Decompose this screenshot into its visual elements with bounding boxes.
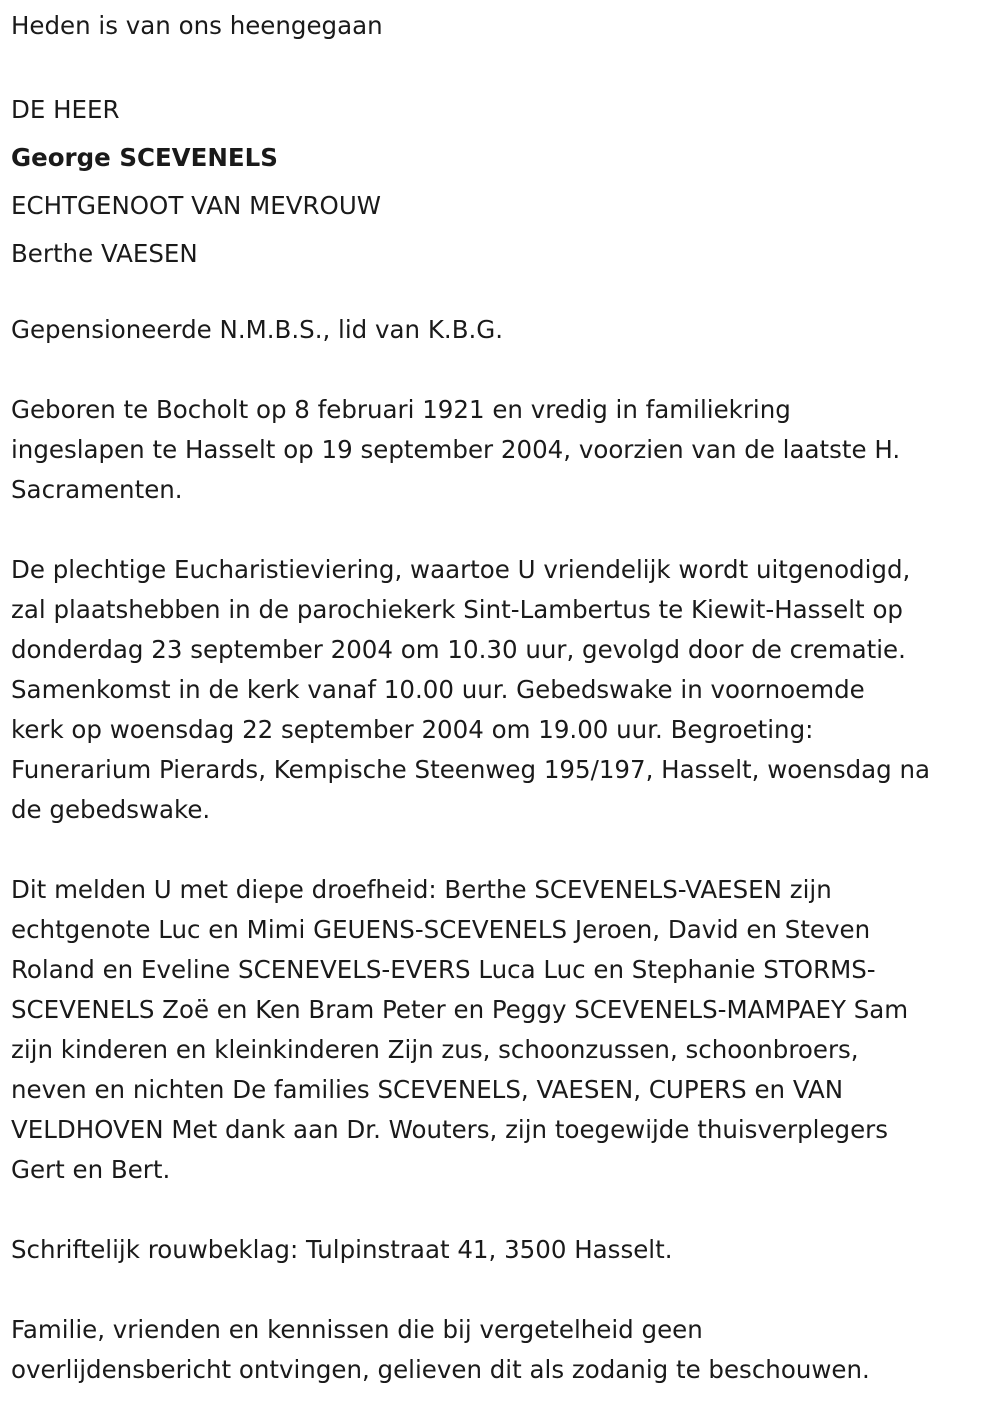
title-prefix: DE HEER (11, 95, 120, 124)
paragraph-line: Funerarium Pierards, Kempische Steenweg 195/197, Hasselt, woensdag na (11, 755, 931, 784)
paragraph-line: Sacramenten. (11, 475, 183, 504)
paragraph-line: SCEVENELS Zoë en Ken Bram Peter en Peggy SCEVENELS-MAMPAEY Sam (11, 995, 909, 1024)
paragraph-line: Geboren te Bocholt op 8 februari 1921 en vredig in familiekring (11, 395, 791, 424)
paragraph-line: overlijdensbericht ontvingen, gelieven dit als zodanig te beschouwen. (11, 1355, 870, 1384)
spouse-name: Berthe VAESEN (11, 239, 198, 268)
paragraph-line: Dit melden U met diepe droefheid: Berthe SCEVENELS-VAESEN zijn (11, 875, 832, 904)
closing-paragraph (11, 1310, 996, 1390)
paragraph-line: Gert en Bert. (11, 1155, 171, 1184)
spacer (11, 830, 996, 870)
paragraph-line: zijn kinderen en kleinkinderen Zijn zus, schoonzussen, schoonbroers, (11, 1035, 859, 1064)
spacer (11, 278, 996, 310)
spacer (11, 510, 996, 550)
paragraph-line: zal plaatshebben in de parochiekerk Sint-Lambertus te Kiewit-Hasselt op (11, 595, 903, 624)
obituary-document (11, 6, 996, 1390)
paragraph-line: ingeslapen te Hasselt op 19 september 2004, voorzien van de laatste H. (11, 435, 901, 464)
paragraph-line: kerk op woensdag 22 september 2004 om 19.00 uur. Begroeting: (11, 715, 814, 744)
paragraph-line: VELDHOVEN Met dank aan Dr. Wouters, zijn toegewijde thuisverplegers (11, 1115, 888, 1144)
paragraph-line: Samenkomst in de kerk vanaf 10.00 uur. Gebedswake in voornoemde (11, 675, 865, 704)
family-paragraph (11, 870, 996, 1190)
spouse-label: ECHTGENOOT VAN MEVROUW (11, 191, 382, 220)
paragraph-line: De plechtige Eucharistieviering, waartoe U vriendelijk wordt uitgenodigd, (11, 555, 911, 584)
paragraph-line: Roland en Eveline SCENEVELS-EVERS Luca Luc en Stephanie STORMS- (11, 955, 876, 984)
spacer (11, 1190, 996, 1230)
paragraph-line: de gebedswake. (11, 795, 211, 824)
spacer (11, 350, 996, 390)
deceased-name: George SCEVENELS (11, 143, 278, 172)
paragraph-line: Familie, vrienden en kennissen die bij vergetelheid geen (11, 1315, 703, 1344)
ceremony-paragraph (11, 550, 996, 830)
paragraph-line: echtgenote Luc en Mimi GEUENS-SCEVENELS Jeroen, David en Steven (11, 915, 871, 944)
condolence-line: Schriftelijk rouwbeklag: Tulpinstraat 41, 3500 Hasselt. (11, 1235, 673, 1264)
paragraph-line: donderdag 23 september 2004 om 10.30 uur, gevolgd door de crematie. (11, 635, 906, 664)
paragraph-line: neven en nichten De families SCEVENELS, VAESEN, CUPERS en VAN (11, 1075, 844, 1104)
birth-death-paragraph (11, 390, 996, 510)
occupation-line: Gepensioneerde N.M.B.S., lid van K.B.G. (11, 315, 504, 344)
intro-line: Heden is van ons heengegaan (11, 11, 383, 40)
spacer (11, 46, 996, 86)
spacer (11, 1270, 996, 1310)
